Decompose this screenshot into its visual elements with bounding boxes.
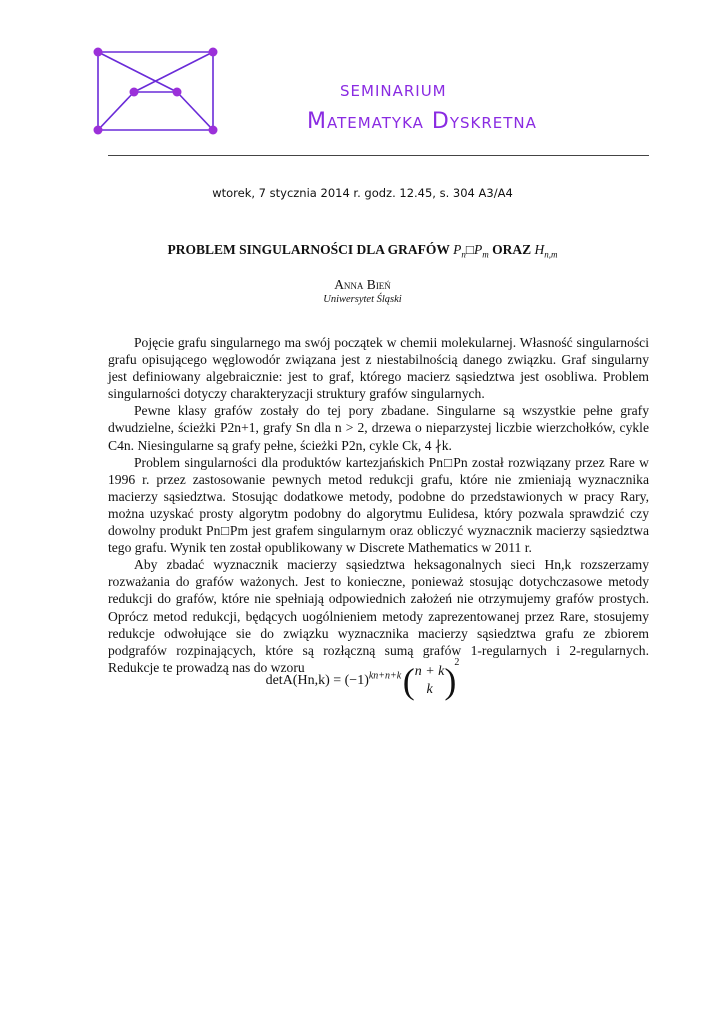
author-name: Anna Bień <box>334 277 391 292</box>
abstract-paragraph: Problem singularności dla produktów kartezjańskich Pn□Pn został rozwiązany przez Rare w 1996 r. przez zastosowanie pewnych metod redukcji grafu, które nie zmieniają wyznacznika macierzy sąsiedztwa. Stosując dodatkowe metody, podobne do przedstawionych w pracy Rary, można uzyskać prosty algorytm podobny do algorytmu Eulidesa, który pozwala sprawdzić czy dowolny produkt Pn□Pm jest grafem singularnym oraz obliczyć wyznacznik macierzy sąsiedztwa tego grafu. Wynik ten został opublikowany w Discrete Mathematics w 2011 r. <box>108 454 649 556</box>
determinant-formula <box>0 656 725 701</box>
binomial-coefficient: ( n + k k ) <box>402 661 457 701</box>
abstract-paragraph: Pewne klasy grafów zostały do tej pory zbadane. Singularne są wszystkie pełne grafy dwudzielne, ścieżki P2n+1, grafy Sn dla n > 2, drzewa o nieparzystej liczbie wierzchołków, cykle C4n. Niesingularne są grafy pełne, ścieżki P2n, cykle Ck, 4 ∤k. <box>108 403 649 453</box>
graph-vertex <box>209 48 218 57</box>
seminar-subtitle <box>307 109 537 134</box>
abstract-body <box>108 334 649 676</box>
seminar-line1: seminarium <box>340 77 447 101</box>
header-divider <box>108 155 649 156</box>
graph-vertex <box>209 126 218 135</box>
binom-top: n + k <box>414 664 445 679</box>
graph-vertex <box>130 88 139 97</box>
seminar-line2: Matematyka Dyskretna <box>307 109 537 134</box>
formula-exponent: kn+n+k <box>368 670 402 682</box>
title-math-hnm: $H_{n,m}$ <box>534 242 558 260</box>
graph-vertex <box>94 126 103 135</box>
formula-power: 2 <box>454 656 460 668</box>
title-math-pnpm: $P_n□P_m$ <box>453 242 489 260</box>
graph-vertex <box>94 48 103 57</box>
abstract-paragraph: Pojęcie grafu singularnego ma swój początek w chemii molekularnej. Własność singularności grafu opisującego węglowodór związana jest z niestabilnością danego związku. Graf singularny jest definiowany algebraicznie: jest to graf, którego macierz sąsiedztwa jest osobliwa. Problem singularności dotyczy charakteryzacji struktury grafów singularnych. <box>108 335 649 402</box>
graph-logo <box>90 47 220 137</box>
event-date: wtorek, 7 stycznia 2014 r. godz. 12.45, s. 304 A3/A4 <box>212 186 513 200</box>
title-text: PROBLEM SINGULARNOŚCI DLA GRAFÓW <box>167 242 450 257</box>
talk-title <box>0 242 725 260</box>
title-and: ORAZ <box>492 242 532 257</box>
binom-bottom: k <box>426 682 433 697</box>
graph-vertex <box>173 88 182 97</box>
formula-lhs: detA(Hn,k) = (−1) <box>265 673 369 689</box>
author-affiliation: Uniwersytet Śląski <box>323 294 402 305</box>
seminar-title <box>340 77 447 101</box>
abstract-paragraph: Aby zbadać wyznacznik macierzy sąsiedztwa heksagonalnych sieci Hn,k rozszerzamy rozważania do grafów ważonych. Jest to konieczne, ponieważ stosując dotychczasowe metody redukcji do grafów, które nie spełniają odpowiednich założeń nie otrzymujemy grafów prostych. Oprócz metod redukcji, będących uogólnieniem metody zaprezentowanej przez Rare, stosujemy redukcje odwołujące sie do związku wyznacznika macierzy sąsiedztwa grafu ze zbiorem podgrafów rozpinających, które są rozłączną sumą grafów 1-regularnych i 2-regularnych. Redukcje te prowadzą nas do wzoru <box>108 557 649 675</box>
